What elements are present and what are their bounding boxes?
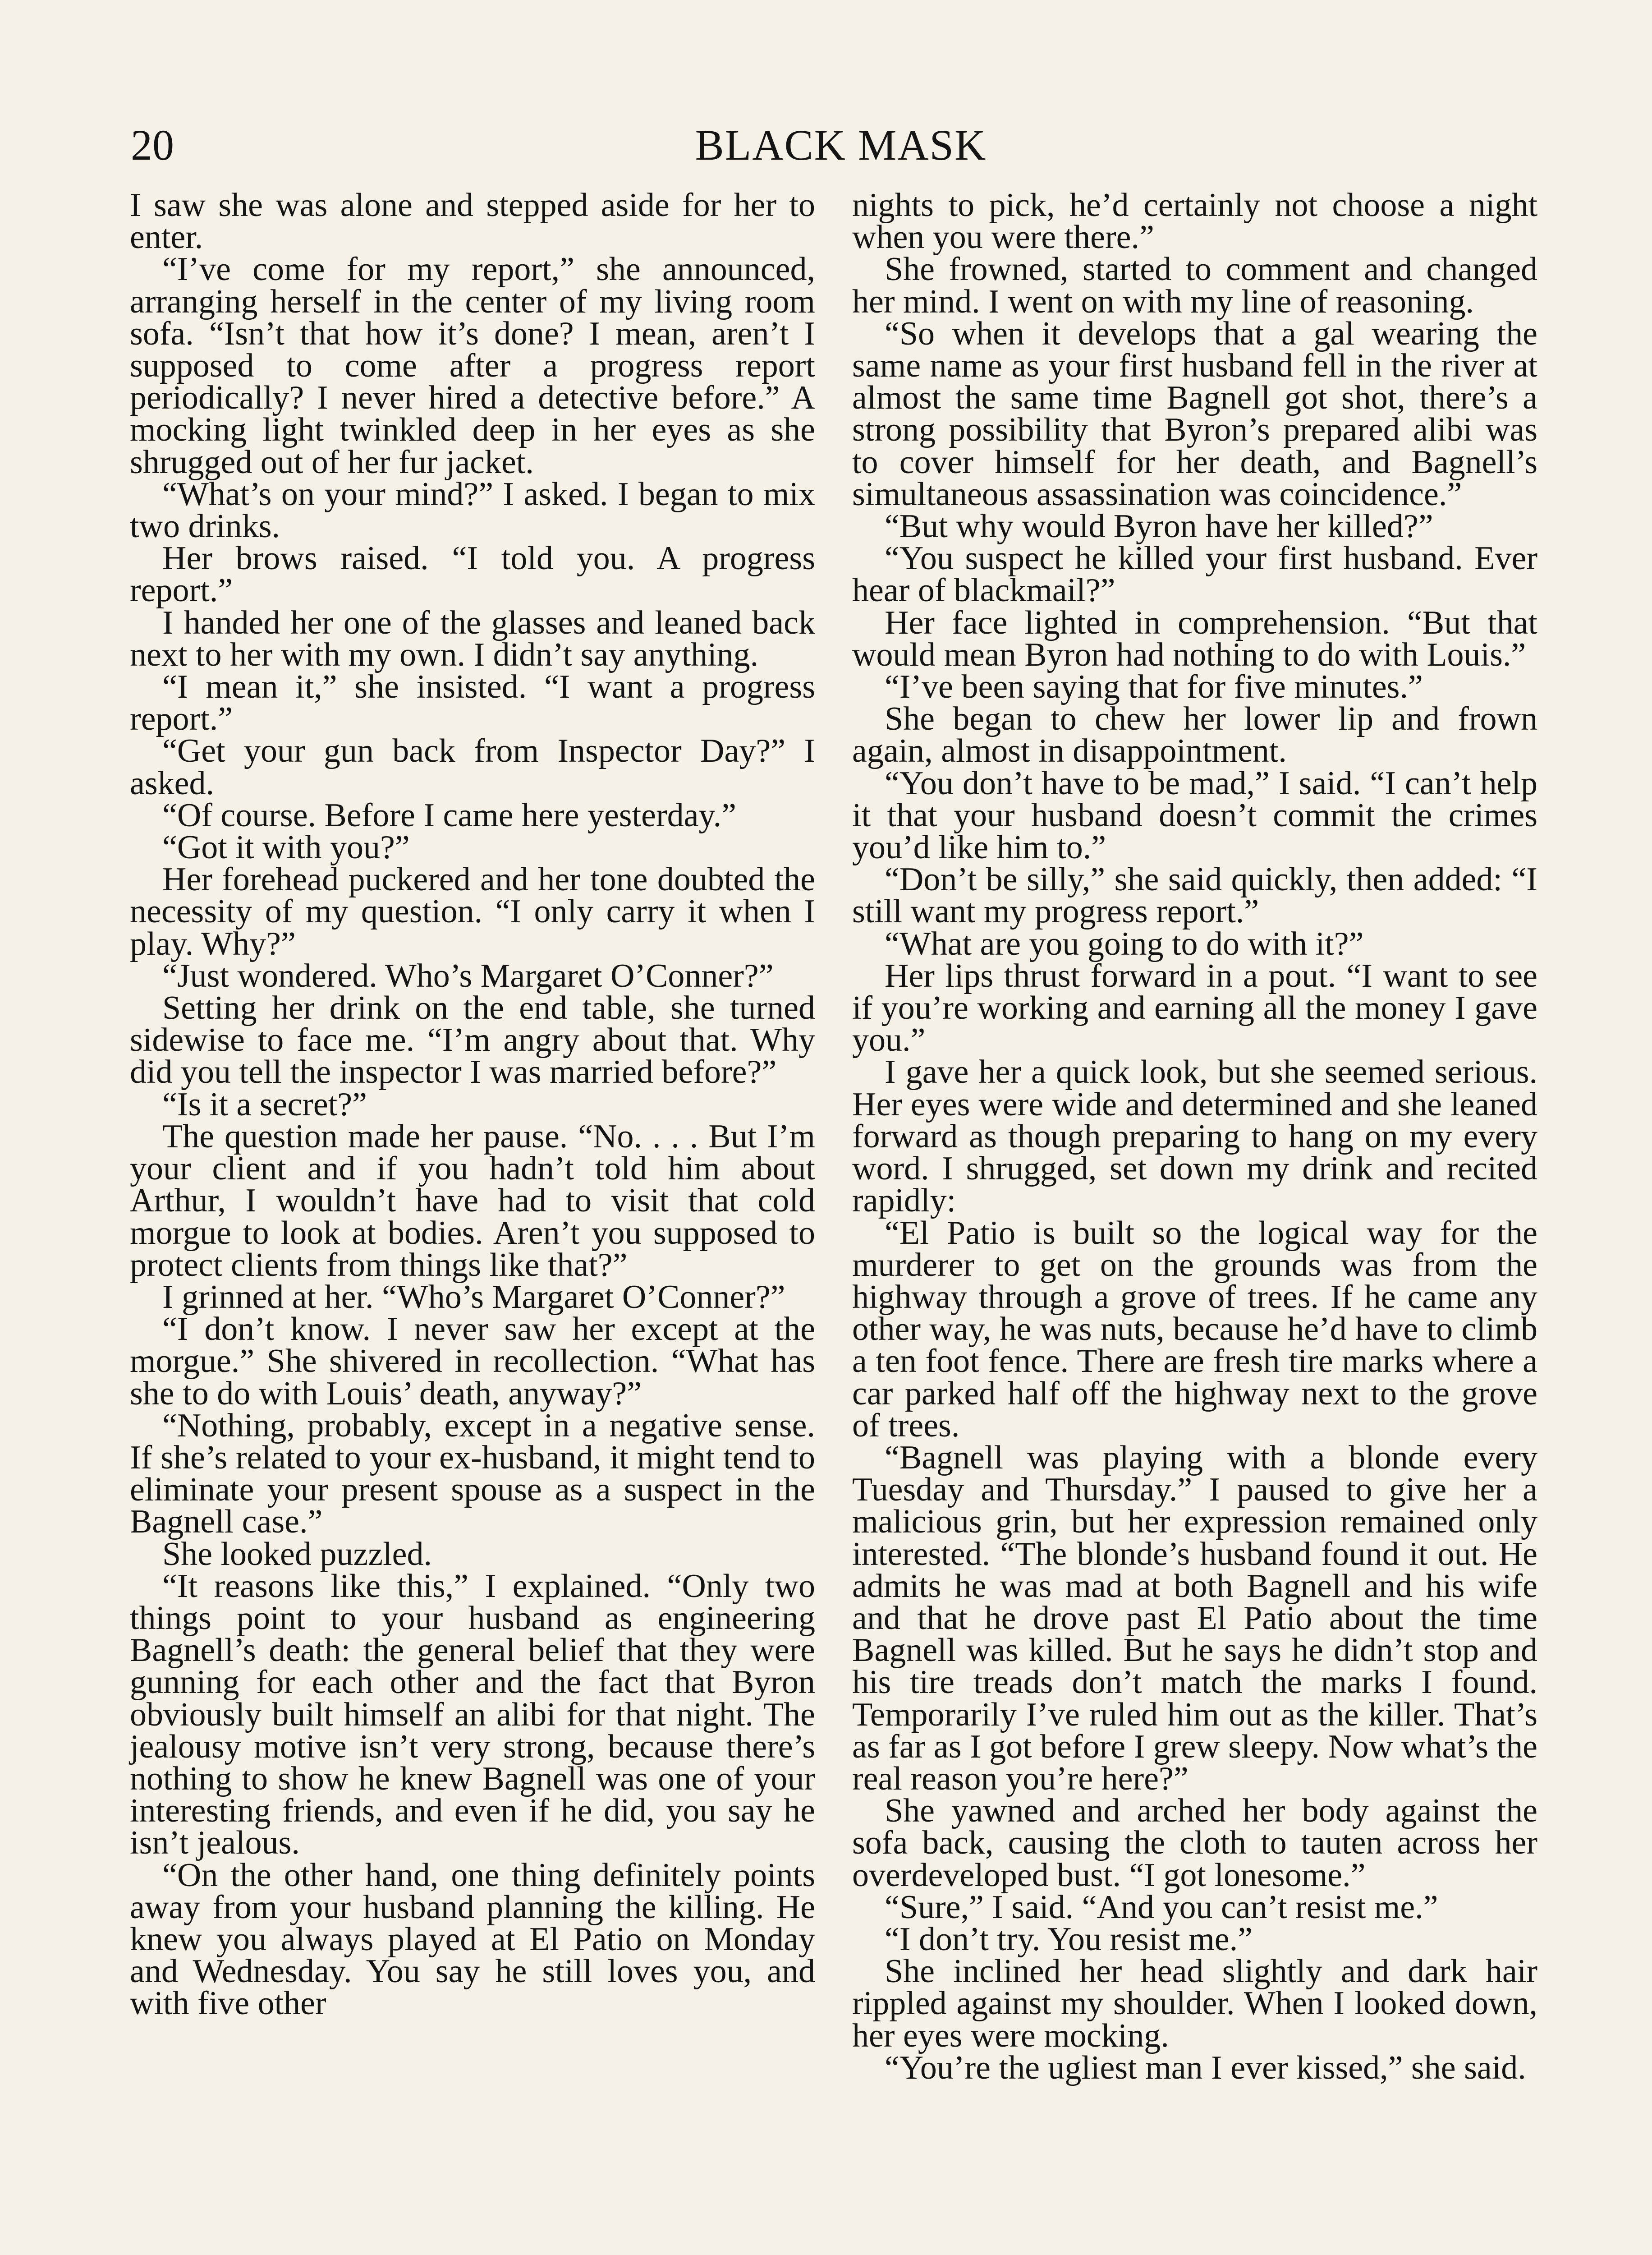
paragraph: “Sure,” I said. “And you can’t resist me.”: [885, 1888, 1438, 1926]
paragraph: She yawned and arched her body against the sofa back, causing the cloth to tauten across her overdeveloped bust. “I got lonesome.”: [852, 1792, 1537, 1894]
paragraph: “I mean it,” she insisted. “I want a progress report.”: [130, 668, 815, 738]
paragraph: Her face lighted in comprehension. “But that would mean Byron had nothing to do with Louis.”: [852, 604, 1537, 673]
paragraph: “What’s on your mind?” I asked. I began to mix two drinks.: [130, 475, 815, 545]
paragraph: “Nothing, probably, except in a negative sense. If she’s related to your ex-husband, it might tend to eliminate your present spouse as a suspect in the Bagnell case.”: [130, 1407, 815, 1541]
paragraph: She looked puzzled.: [162, 1535, 432, 1573]
paragraph: I handed her one of the glasses and leaned back next to her with my own. I didn’t say anything.: [130, 604, 815, 673]
paragraph: Her forehead puckered and her tone doubted the necessity of my question. “I only carry it when I play. Why?”: [130, 861, 815, 962]
paragraph: “Just wondered. Who’s Margaret O’Conner?”: [162, 957, 774, 994]
page-header: [131, 118, 1551, 177]
magazine-title: BLACK MASK: [695, 121, 987, 169]
paragraph: “Get your gun back from Inspector Day?” I asked.: [130, 732, 815, 802]
paragraph: nights to pick, he’d certainly not choose a night when you were there.”: [852, 187, 1537, 256]
paragraph: Her brows raised. “I told you. A progress report.”: [130, 540, 815, 609]
paragraph: “Is it a secret?”: [162, 1086, 367, 1123]
paragraph: “El Patio is built so the logical way for the murderer to get on the grounds was from the highway through a grove of trees. If he came any other way, he was nuts, because he’d have to climb a ten foot fence. There are fresh tire marks where a car parked half off the highway next to the grove of trees.: [852, 1214, 1537, 1444]
paragraph: “Got it with you?”: [162, 829, 410, 866]
paragraph: “I don’t know. I never saw her except at the morgue.” She shivered in recollection. “What has she to do with Louis’ death, anyway?”: [130, 1311, 815, 1412]
paragraph: She inclined her head slightly and dark hair rippled against my shoulder. When I looked down, her eyes were mocking.: [852, 1953, 1537, 2054]
paragraph: She began to chew her lower lip and frown again, almost in disappointment.: [852, 700, 1537, 770]
paragraph: “Bagnell was playing with a blonde every Tuesday and Thursday.” I paused to give her a malicious grin, but her expression remained only interested. “The blonde’s husband found it out. He admits he was mad at both Bagnell and his wife and that he drove past El Patio about the time Bagnell was killed. But he says he didn’t stop and his tire treads don’t match the marks I found. Temporarily I’ve ruled him out as the killer. That’s as far as I got before I grew sleepy. Now what’s the real reason you’re here?”: [852, 1439, 1537, 1797]
paragraph: “It reasons like this,” I explained. “Only two things point to your husband as engineering Bagnell’s death: the general belief that they were gunning for each other and the fact that Byron obviously built himself an alibi for that night. The jealousy motive isn’t very strong, because there’s nothing to show he knew Bagnell was one of your interesting friends, and even if he did, you say he isn’t jealous.: [130, 1567, 815, 1862]
paragraph: “I’ve come for my report,” she announced, arranging herself in the center of my living room sofa. “Isn’t that how it’s done? I mean, aren’t I supposed to come after a progress report periodically? I never hired a detective before.” A mocking light twinkled deep in her eyes as she shrugged out of her fur jacket.: [130, 251, 815, 481]
paragraph: “You’re the ugliest man I ever kissed,” she said.: [885, 2049, 1526, 2086]
paragraph: “Of course. Before I came here yesterday.”: [162, 796, 737, 834]
paragraph: “I don’t try. You resist me.”: [885, 1920, 1253, 1958]
paragraph: She frowned, started to comment and changed her mind. I went on with my line of reasoning.: [852, 251, 1537, 320]
paragraph: “What are you going to do with it?”: [885, 925, 1364, 962]
paragraph: “So when it develops that a gal wearing the same name as your first husband fell in the river at almost the same time Bagnell got shot, there’s a strong possibility that Byron’s prepared alibi was to cover himself for her death, and Bagnell’s simultaneous assassination was coincidence.”: [852, 315, 1537, 513]
paragraph: “You don’t have to be mad,” I said. “I can’t help it that your husband doesn’t commit the crimes you’d like him to.”: [852, 764, 1537, 866]
paragraph: “On the other hand, one thing definitely points away from your husband planning the killing. He knew you always played at El Patio on Monday and Wednesday. You say he still loves you, and with five other: [130, 1856, 815, 2022]
paragraph: I gave her a quick look, but she seemed serious. Her eyes were wide and determined and she leaned forward as though preparing to hang on my every word. I shrugged, set down my drink and recited rapidly:: [852, 1054, 1537, 1220]
paragraph: I grinned at her. “Who’s Margaret O’Conner?”: [162, 1278, 785, 1316]
paragraph: The question made her pause. “No. . . . But I’m your client and if you hadn’t told him about Arthur, I wouldn’t have had to visit that cold morgue to look at bodies. Aren’t you supposed to protect clients from things like that?”: [130, 1118, 815, 1284]
right-column: [852, 189, 1537, 2084]
left-column: [130, 189, 815, 2020]
paragraph: “Don’t be silly,” she said quickly, then added: “I still want my progress report.”: [852, 861, 1537, 930]
paragraph: Her lips thrust forward in a pout. “I want to see if you’re working and earning all the money I gave you.”: [852, 957, 1537, 1059]
paragraph: Setting her drink on the end table, she turned sidewise to face me. “I’m angry about that. Why did you tell the inspector I was married before?”: [130, 989, 815, 1091]
page-number: 20: [131, 121, 174, 169]
paragraph: “You suspect he killed your first husband. Ever hear of blackmail?”: [852, 540, 1537, 609]
paragraph: “I’ve been saying that for five minutes.”: [885, 668, 1423, 706]
paragraph: “But why would Byron have her killed?”: [885, 508, 1433, 545]
paragraph: I saw she was alone and stepped aside for her to enter.: [130, 187, 815, 256]
